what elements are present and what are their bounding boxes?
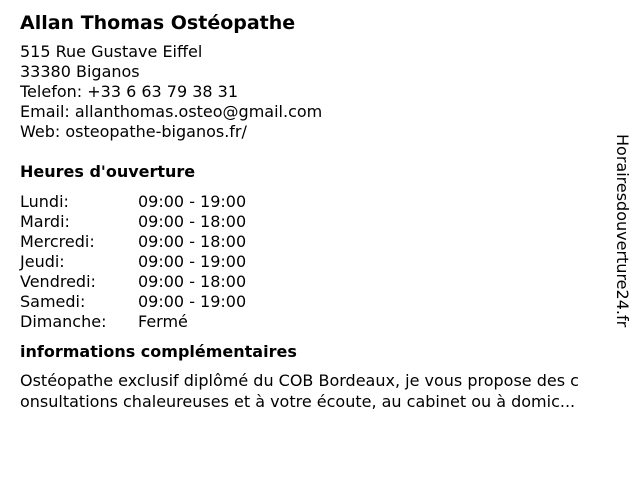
site-watermark: Horairesdouverture24.fr	[613, 134, 632, 328]
day-label: Samedi:	[20, 292, 86, 311]
address-city: 33380 Biganos	[20, 62, 140, 81]
time-value: 09:00 - 19:00	[138, 192, 247, 211]
hours-row-monday	[20, 192, 620, 212]
business-card	[20, 10, 620, 412]
hours-row-friday	[20, 272, 620, 292]
hours-row-saturday	[20, 292, 620, 312]
description-line-1: Ostéopathe exclusif diplômé du COB Bordeaux, je vous propose des c	[20, 371, 579, 390]
contact-block	[20, 42, 620, 142]
phone-number: Telefon: +33 6 63 79 38 31	[20, 82, 239, 101]
hours-row-thursday	[20, 252, 620, 272]
time-value: 09:00 - 19:00	[138, 252, 247, 271]
day-label: Mercredi:	[20, 232, 95, 251]
day-label: Mardi:	[20, 212, 70, 231]
day-label: Jeudi:	[20, 252, 65, 271]
business-name: Allan Thomas Ostéopathe	[20, 12, 296, 34]
time-value: 09:00 - 18:00	[138, 212, 247, 231]
address-street: 515 Rue Gustave Eiffel	[20, 42, 203, 61]
hours-row-tuesday	[20, 212, 620, 232]
opening-hours-heading: Heures d'ouverture	[20, 162, 196, 181]
time-value: 09:00 - 18:00	[138, 272, 247, 291]
hours-row-sunday	[20, 312, 620, 332]
time-value: 09:00 - 19:00	[138, 292, 247, 311]
time-value: Fermé	[138, 312, 188, 331]
description-line-2: onsultations chaleureuses et à votre écoute, au cabinet ou à domic...	[20, 392, 576, 411]
day-label: Dimanche:	[20, 312, 107, 331]
opening-hours-table	[20, 192, 620, 332]
day-label: Vendredi:	[20, 272, 96, 291]
additional-info-text	[20, 370, 630, 412]
additional-info-heading: informations complémentaires	[20, 342, 297, 361]
website-url: Web: osteopathe-biganos.fr/	[20, 122, 247, 141]
email-address: Email: allanthomas.osteo@gmail.com	[20, 102, 323, 121]
time-value: 09:00 - 18:00	[138, 232, 247, 251]
day-label: Lundi:	[20, 192, 69, 211]
hours-row-wednesday	[20, 232, 620, 252]
